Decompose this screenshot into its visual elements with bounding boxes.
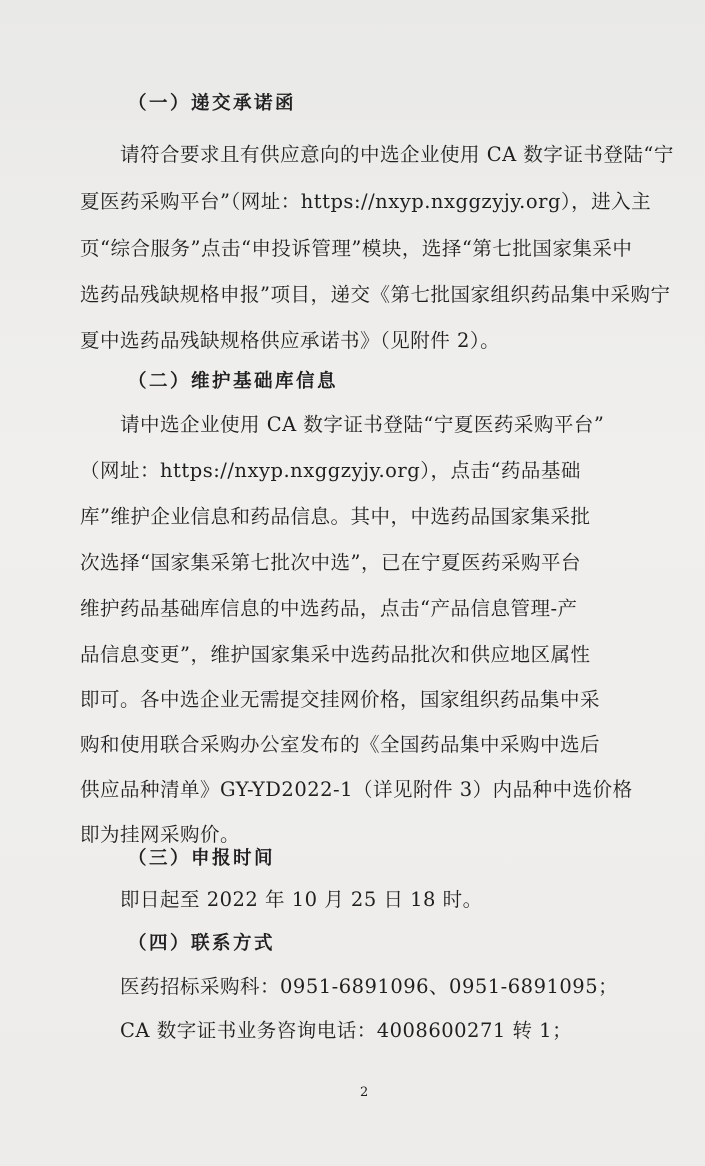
section-2-line-2: （网址：https://nxyp.nxggzyjy.org），点击“药品基础 (80, 459, 581, 482)
page-number: 2 (360, 1085, 369, 1100)
section-1-line-3: 页“综合服务”点击“申投诉管理”模块，选择“第七批国家集采中 (80, 237, 633, 260)
section-2-line-7: 即可。各中选企业无需提交挂网价格，国家组织药品集中采 (80, 688, 601, 711)
section-4-line-1: 医药招标采购科：0951-6891096、0951-6891095； (120, 975, 619, 998)
section-3-line-1: 即日起至 2022 年 10 月 25 日 18 时。 (120, 888, 483, 911)
section-1-heading: （一）递交承诺函 (128, 93, 297, 114)
section-4-line-2: CA 数字证书业务咨询电话：4008600271 转 1； (120, 1019, 573, 1042)
section-4-heading: （四）联系方式 (128, 933, 276, 954)
section-2-line-9: 供应品种清单》GY-YD2022-1（详见附件 3）内品种中选价格 (80, 778, 633, 801)
section-1-line-5: 夏中选药品残缺规格供应承诺书》（见附件 2）。 (80, 329, 501, 352)
section-2-line-4: 次选择“国家集采第七批次中选”，已在宁夏医药采购平台 (80, 551, 581, 574)
section-1-line-1: 请符合要求且有供应意向的中选企业使用 CA 数字证书登陆“宁 (120, 143, 674, 166)
section-2-line-3: 库”维护企业信息和药品信息。其中，中选药品国家集采批 (80, 505, 591, 528)
section-1-line-2: 夏医药采购平台”（网址：https://nxyp.nxggzyjy.org），进入主 (80, 190, 652, 213)
section-2-line-1: 请中选企业使用 CA 数字证书登陆“宁夏医药采购平台” (120, 413, 605, 436)
section-3-heading: （三）申报时间 (128, 848, 276, 869)
section-2-line-8: 购和使用联合采购办公室发布的《全国药品集中采购中选后 (80, 733, 601, 756)
section-1-line-4: 选药品残缺规格申报”项目，递交《第七批国家组织药品集中采购宁 (80, 283, 671, 306)
section-2-line-5: 维护药品基础库信息的中选药品，点击“产品信息管理-产 (80, 597, 578, 620)
section-2-heading: （二）维护基础库信息 (128, 371, 339, 392)
section-2-line-10: 即为挂网采购价。 (80, 823, 241, 846)
section-2-line-6: 品信息变更”，维护国家集采中选药品批次和供应地区属性 (80, 643, 591, 666)
